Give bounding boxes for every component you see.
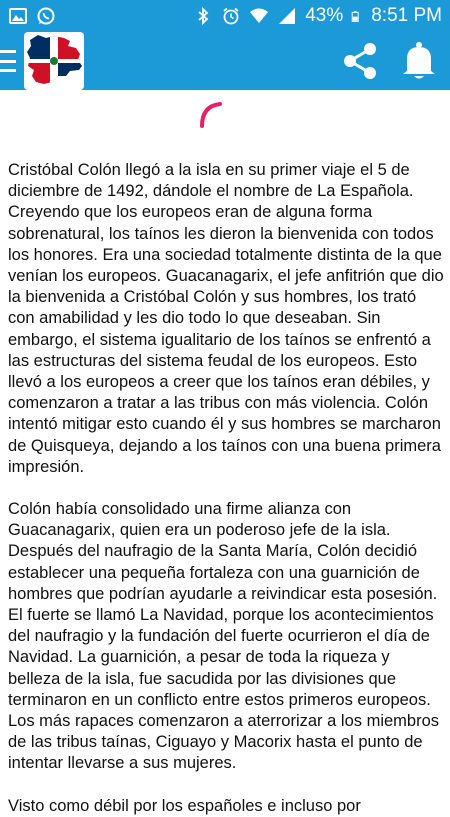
share-button[interactable] (338, 41, 382, 81)
article-paragraph-2: Colón había consolidado una firme alianza con Guacanagarix, quien era un poderoso jefe de la isla. Después del naufragio de la Santa María, Colón decidió establecer una pequeña fortaleza con una guarnición de hombres que podrían ayudarle a reivindicar esta posesión. El fuerte se llamó La Navidad, porque los acontecimientos del naufragio y la fundación del fuerte ocurrieron el día de Navidad. La guarnición, a pesar de toda la riqueza y belleza de la isla, fue sacudida por las divisiones que terminaron en un conflicto entre estos primeros europeos. Los más rapaces comenzaron a aterrorizar a los miembros de las tribus taínas, Ciguayo y Macorix hasta el punto de intentar llevarse a sus mujeres. (8, 500, 440, 773)
whatsapp-icon (36, 6, 56, 26)
battery-icon (351, 6, 363, 26)
alarm-icon (221, 6, 241, 26)
status-bar (0, 0, 450, 32)
menu-button[interactable] (0, 46, 20, 76)
article-body (8, 160, 444, 815)
app-bar (0, 32, 450, 90)
article-paragraph-1: Cristóbal Colón llegó a la isla en su primer viaje el 5 de diciembre de 1492, dándole el nombre de La Española. Creyendo que los europeos eran de alguna forma sobrenatural, los taínos les dieron la bienvenida con todos los honores. Era una sociedad totalmente distinta de la que venían los europeos. Guacanagarix, el jefe anfitrión que dio la bienvenida a Cristóbal Colón y sus hombres, los trató con amabilidad y les dio todo lo que deseaban. Sin embargo, el sistema igualitario de los taínos se enfrentó a las estructuras del sistema feudal de los europeos. Esto llevó a los europeos a creer que los taínos eran débiles, y comenzaron a tratar a las tribus con más violencia. Colón intentó mitigar esto cuando él y sus hombres se marcharon de Quisqueya, dejando a los taínos con una buena primera impresión. (8, 161, 444, 476)
bluetooth-icon (193, 6, 213, 26)
signal-icon (277, 6, 297, 26)
menu-icon (0, 50, 16, 53)
dominican-flag-map-logo (24, 32, 84, 90)
share-icon (338, 41, 382, 81)
status-right-group (193, 5, 442, 27)
notifications-button[interactable] (398, 41, 440, 81)
app-logo[interactable] (24, 32, 84, 90)
menu-icon-line-3 (0, 69, 16, 72)
spinner-arc-icon (196, 98, 236, 128)
gallery-icon (8, 6, 28, 26)
clock-time: 8:51 PM (371, 5, 442, 26)
battery-percent: 43% (305, 5, 344, 26)
loading-spinner (196, 98, 236, 128)
status-left-group (8, 6, 56, 26)
bell-icon (398, 41, 440, 81)
menu-icon-line-2 (0, 60, 16, 63)
wifi-icon (249, 6, 269, 26)
article-paragraph-3: Visto como débil por los españoles e incluso por (8, 796, 361, 815)
